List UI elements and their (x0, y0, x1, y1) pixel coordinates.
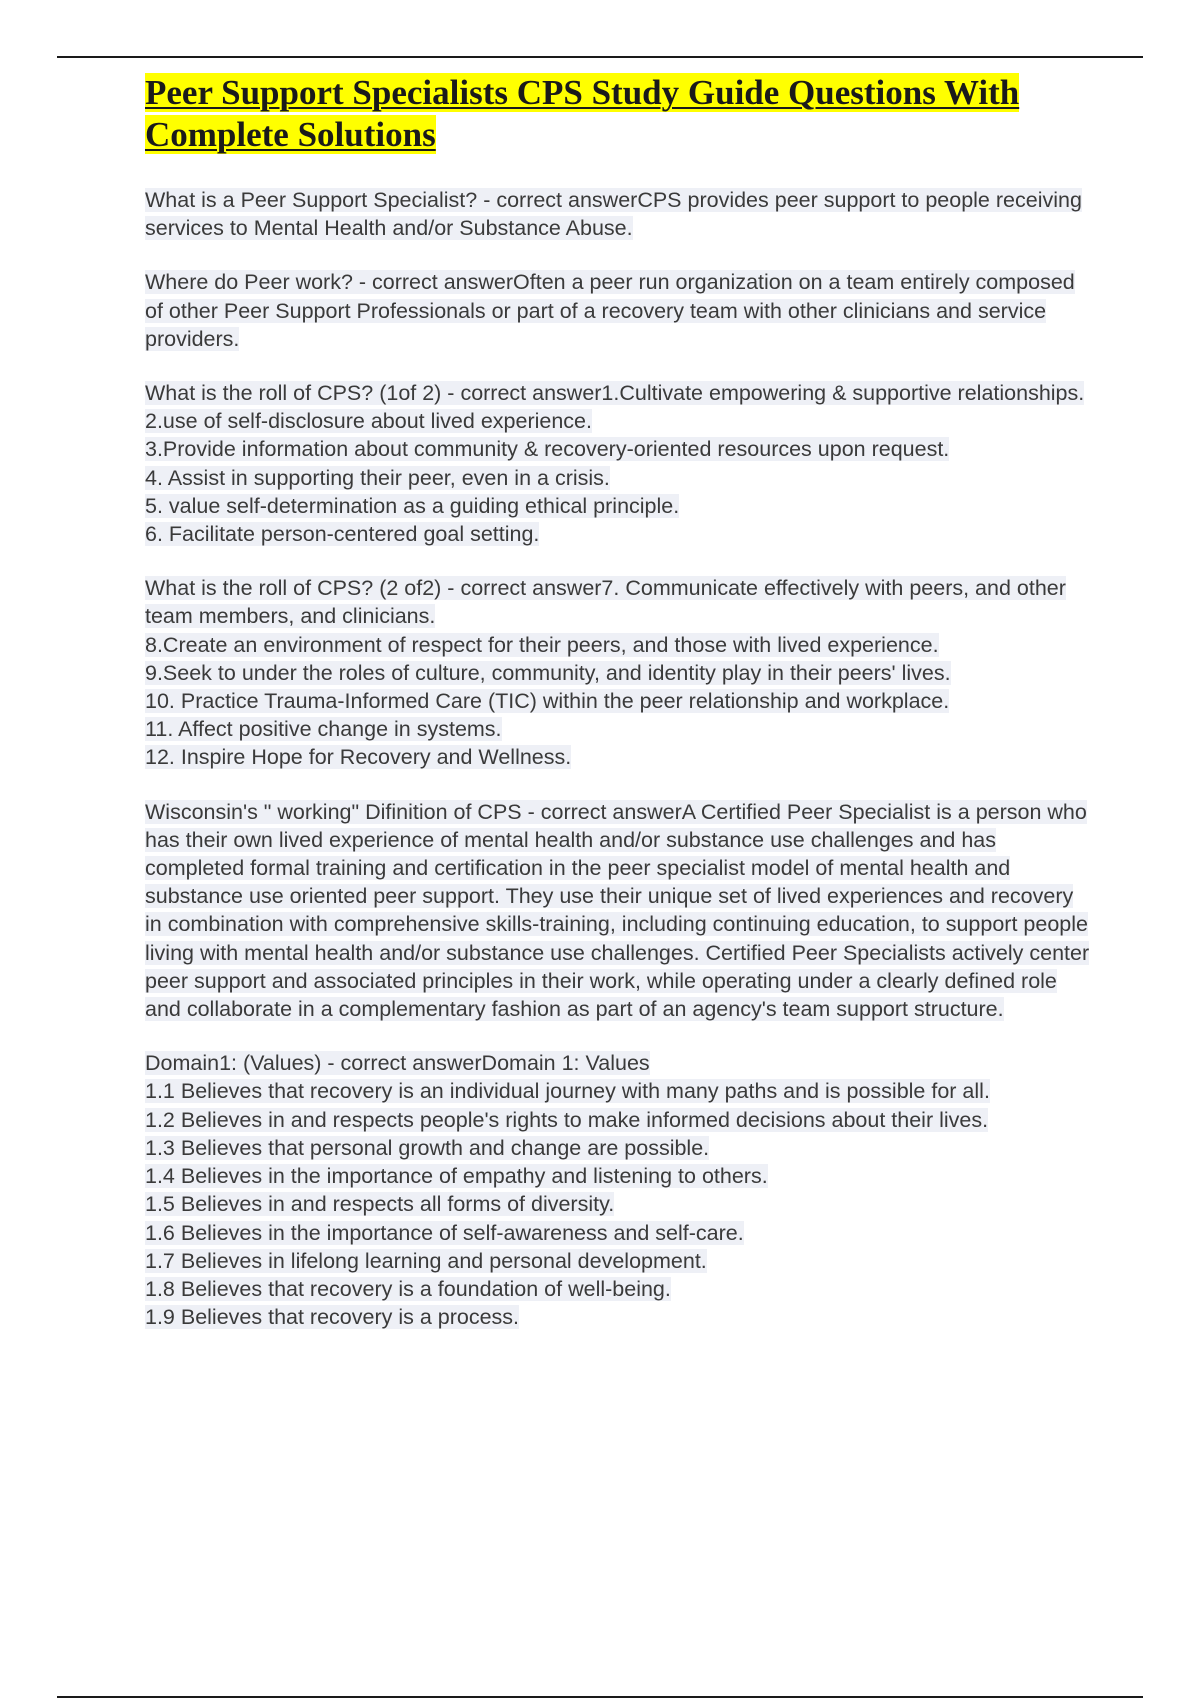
qa-line: 1.3 Believes that personal growth and change are possible. (145, 1135, 710, 1160)
qa-section (145, 379, 1090, 548)
qa-section (145, 574, 1090, 771)
qa-line: What is the roll of CPS? (1of 2) - correct answer1.Cultivate empowering & supportive relationships. (145, 381, 1085, 406)
qa-line: 3.Provide information about community & recovery-oriented resources upon request. (145, 437, 950, 462)
qa-line: Domain1: (Values) - correct answerDomain 1: Values (145, 1051, 650, 1076)
qa-section (145, 186, 1090, 242)
qa-line: 1.7 Believes in lifelong learning and personal development. (145, 1248, 707, 1273)
qa-line: 4. Assist in supporting their peer, even in a crisis. (145, 465, 610, 490)
qa-line: 1.9 Believes that recovery is a process. (145, 1305, 520, 1330)
qa-section (145, 1049, 1090, 1331)
qa-line: 11. Affect positive change in systems. (145, 717, 502, 742)
document-body (145, 72, 1090, 1357)
qa-line: What is a Peer Support Specialist? - correct answerCPS provides peer support to people receiving services to Mental Health and/or Substance Abuse. (145, 188, 1082, 241)
qa-line: 1.8 Believes that recovery is a foundation of well-being. (145, 1276, 671, 1301)
qa-line: 1.5 Believes in and respects all forms of diversity. (145, 1192, 615, 1217)
top-rule (57, 56, 1143, 58)
document-title: Peer Support Specialists CPS Study Guide Questions With Complete Solutions (145, 73, 1020, 154)
qa-section (145, 798, 1090, 1024)
qa-line: 5. value self-determination as a guiding ethical principle. (145, 493, 680, 518)
qa-line: 1.6 Believes in the importance of self-awareness and self-care. (145, 1220, 744, 1245)
bottom-rule (57, 1696, 1143, 1698)
qa-line: 8.Create an environment of respect for their peers, and those with lived experience. (145, 632, 939, 657)
qa-line: 1.2 Believes in and respects people's rights to make informed decisions about their lives. (145, 1107, 989, 1132)
qa-line: 1.1 Believes that recovery is an individual journey with many paths and is possible for all. (145, 1079, 990, 1104)
qa-line: Wisconsin's " working" Difinition of CPS - correct answerA Certified Peer Specialist is a person who has their own lived experience of mental health and/or substance use challenges and has completed formal training and certification in the peer specialist model of mental health and substance use oriented peer support. They use their unique set of lived experiences and recovery in combination with comprehensive skills-training, including continuing education, to support people living with mental health and/or substance use challenges. Certified Peer Specialists actively center peer support and associated principles in their work, while operating under a clearly defined role and collaborate in a complementary fashion as part of an agency's team support structure. (145, 799, 1090, 1022)
qa-line: 1.4 Believes in the importance of empathy and listening to others. (145, 1164, 768, 1189)
qa-line: 10. Practice Trauma-Informed Care (TIC) within the peer relationship and workplace. (145, 689, 950, 714)
qa-line: 9.Seek to under the roles of culture, community, and identity play in their peers' lives. (145, 660, 951, 685)
qa-line: 2.use of self-disclosure about lived experience. (145, 409, 592, 434)
qa-line: What is the roll of CPS? (2 of2) - correct answer7. Communicate effectively with peers, and other team members, and clinicians. (145, 576, 1066, 629)
qa-line: Where do Peer work? - correct answerOften a peer run organization on a team entirely composed of other Peer Support Professionals or part of a recovery team with other clinicians and service providers. (145, 270, 1075, 351)
qa-section (145, 268, 1090, 353)
qa-line: 6. Facilitate person-centered goal setting. (145, 522, 540, 547)
qa-line: 12. Inspire Hope for Recovery and Wellness. (145, 745, 572, 770)
